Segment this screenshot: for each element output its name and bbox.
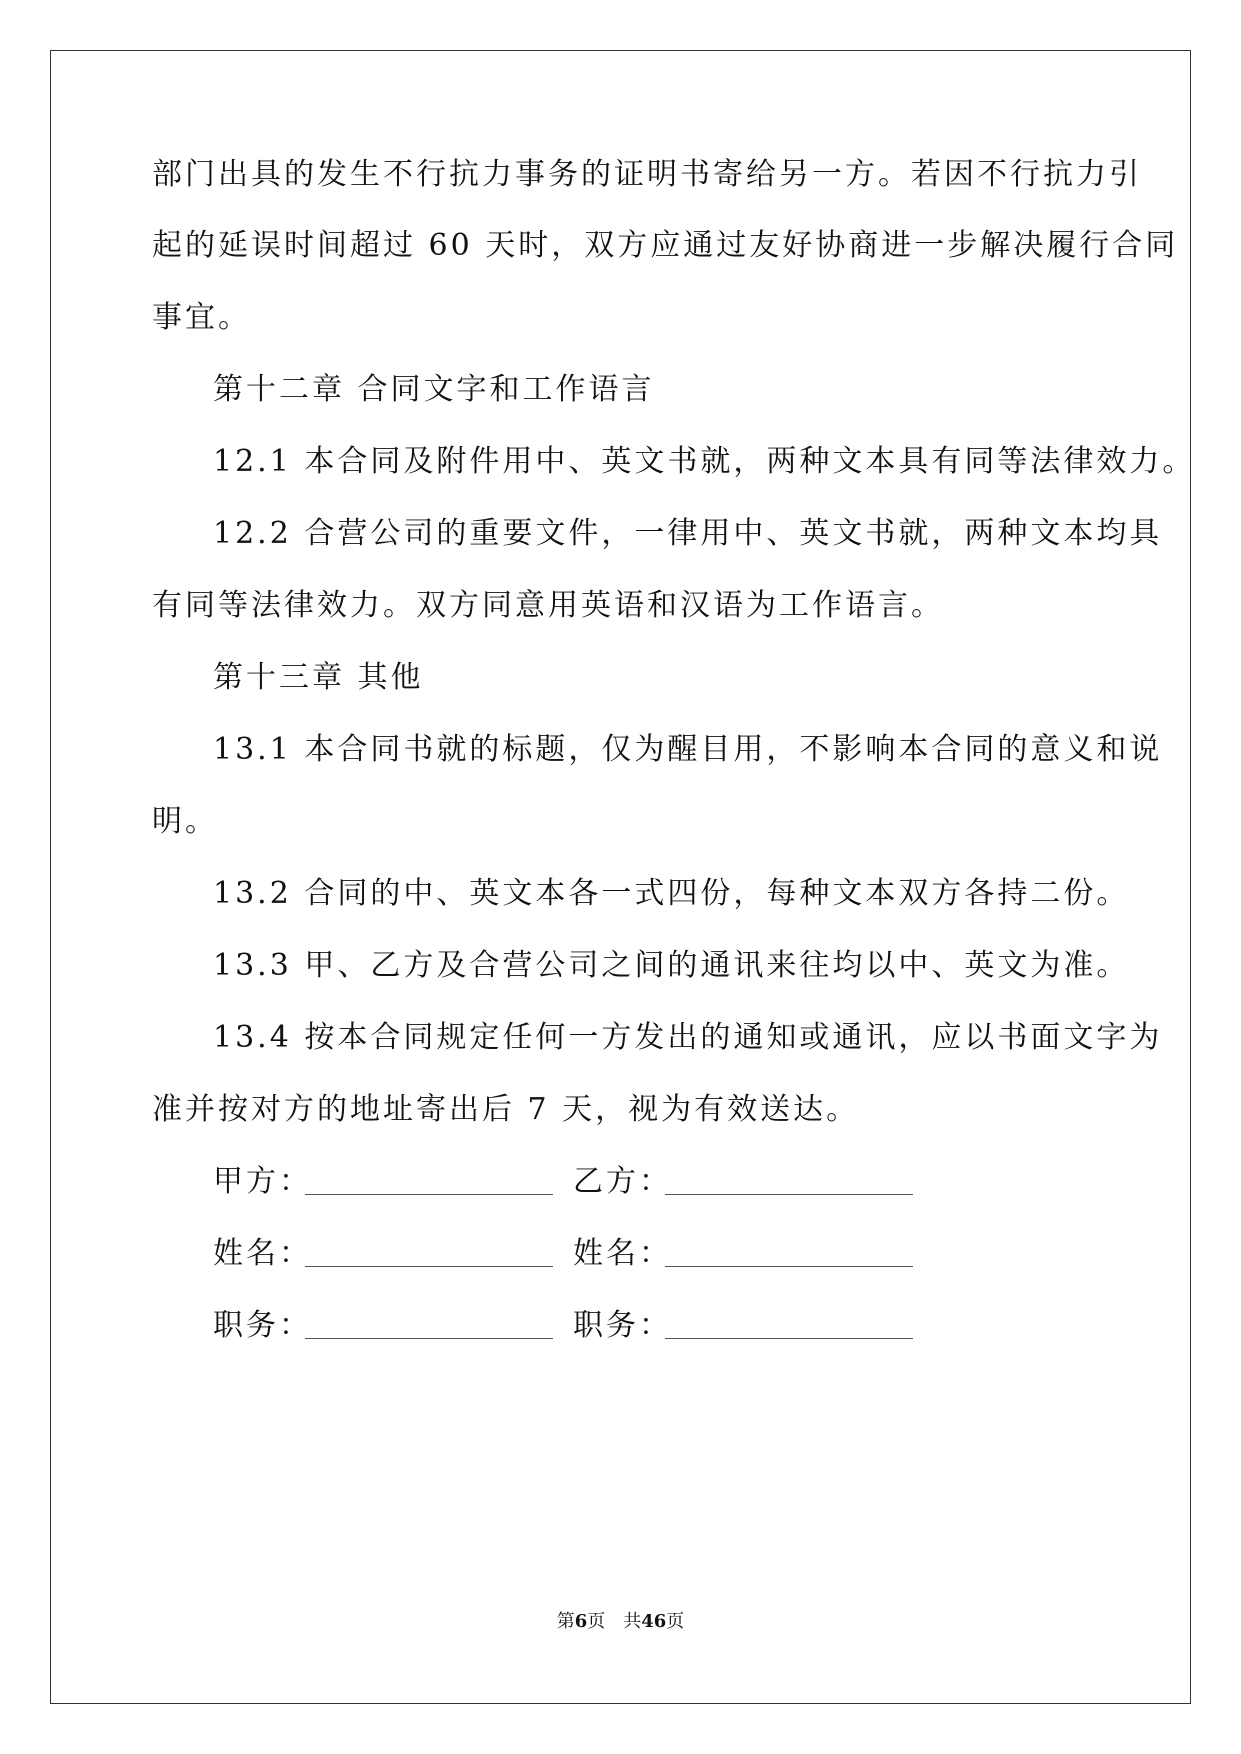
footer-page-suffix: 页 <box>587 1611 606 1632</box>
total-pages: 46 <box>641 1611 667 1632</box>
name-b-label: 姓名： <box>573 1236 672 1271</box>
party-a-label: 甲方： <box>213 1164 312 1199</box>
clause-line: 13.4 按本合同规定任何一方发出的通知或通讯，应以书面文字为 <box>213 1020 1163 1055</box>
body-line: 有同等法律效力。双方同意用英语和汉语为工作语言。 <box>152 588 944 623</box>
name-a-label: 姓名： <box>213 1236 312 1271</box>
clause-line: 12.1 本合同及附件用中、英文书就，两种文本具有同等法律效力。 <box>213 444 1196 479</box>
page-footer <box>0 1611 1241 1633</box>
chapter-heading: 第十二章 合同文字和工作语言 <box>213 372 655 407</box>
title-b-blank <box>665 1338 913 1339</box>
clause-line: 13.3 甲、乙方及合营公司之间的通讯来往均以中、英文为准。 <box>213 948 1130 983</box>
party-b-label: 乙方： <box>573 1164 672 1199</box>
chapter-heading: 第十三章 其他 <box>213 660 424 695</box>
title-a-label: 职务： <box>213 1308 312 1343</box>
footer-total-prefix: 共 <box>623 1611 642 1632</box>
clause-line: 13.2 合同的中、英文本各一式四份，每种文本双方各持二份。 <box>213 876 1130 911</box>
party-a-blank <box>305 1194 553 1195</box>
body-line: 准并按对方的地址寄出后 7 天，视为有效送达。 <box>152 1092 860 1127</box>
page-number: 6 <box>574 1611 588 1632</box>
clause-line: 12.2 合营公司的重要文件，一律用中、英文书就，两种文本均具 <box>213 516 1163 551</box>
body-line: 明。 <box>152 804 218 839</box>
title-b-label: 职务： <box>573 1308 672 1343</box>
body-line: 部门出具的发生不行抗力事务的证明书寄给另一方。若因不行抗力引 <box>152 157 1142 192</box>
footer-prefix: 第 <box>556 1611 575 1632</box>
party-b-blank <box>665 1194 913 1195</box>
clause-line: 13.1 本合同书就的标题，仅为醒目用，不影响本合同的意义和说 <box>213 732 1163 767</box>
title-a-blank <box>305 1338 553 1339</box>
footer-total-suffix: 页 <box>666 1611 685 1632</box>
body-line: 起的延误时间超过 60 天时，双方应通过友好协商进一步解决履行合同 <box>152 228 1179 263</box>
name-b-blank <box>665 1266 913 1267</box>
body-line: 事宜。 <box>152 300 251 335</box>
name-a-blank <box>305 1266 553 1267</box>
